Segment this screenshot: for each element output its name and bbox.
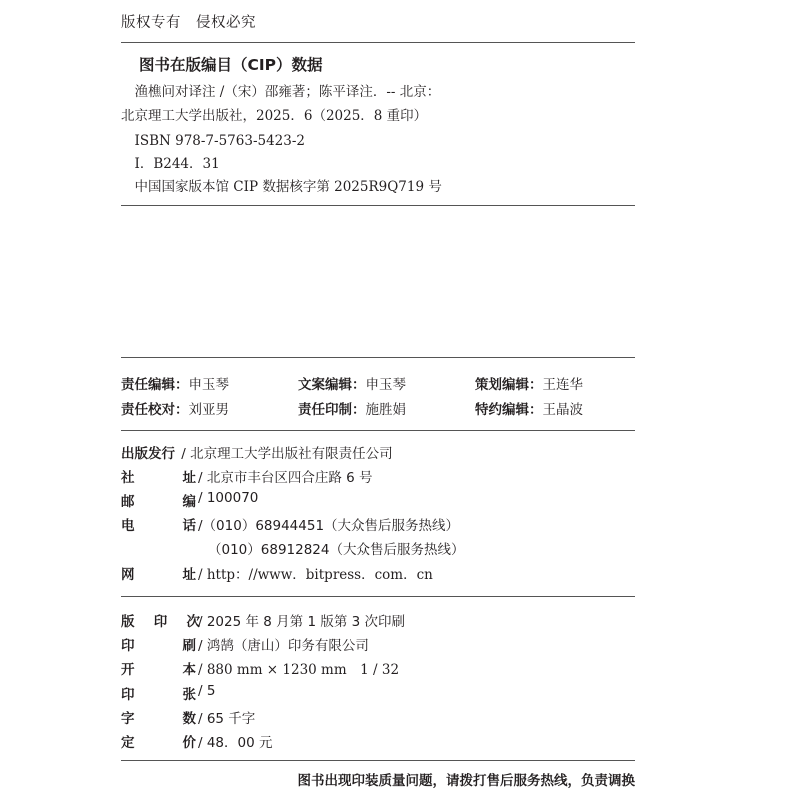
phone-label: 电 话 — [121, 518, 196, 534]
staff-label: 策划编辑： — [475, 377, 543, 393]
words-label: 字 数 — [121, 711, 196, 727]
staff-value: 刘亚男 — [188, 402, 229, 418]
staff-label: 文案编辑： — [298, 377, 366, 393]
quality-notice: 图书出现印装质量问题，请拨打售后服务热线，负责调换 — [297, 773, 635, 789]
edition-label: 版 印 次 — [121, 614, 200, 630]
phone-value: /（010）68944451（大众售后服务热线） — [198, 518, 460, 534]
website-label: 网 址 — [121, 567, 196, 583]
issuer-label: 出版发行 — [121, 446, 175, 462]
staff-entry — [298, 398, 406, 418]
sheets-value: / 5 — [198, 683, 216, 699]
staff-value: 王晶波 — [542, 402, 583, 418]
address-value: / 北京市丰台区四合庄路 6 号 — [198, 470, 373, 486]
price-label: 定 价 — [121, 735, 196, 751]
cip-line-3: ISBN 978-7-5763-5423-2 — [121, 133, 306, 149]
divider — [121, 205, 635, 206]
cip-title: 图书在版编目（CIP）数据 — [139, 56, 323, 74]
divider — [121, 430, 635, 431]
divider — [121, 357, 635, 358]
staff-entry — [475, 398, 583, 418]
printer-value: / 鸿鹄（唐山）印务有限公司 — [198, 638, 369, 654]
cip-line-5: 中国国家版本馆 CIP 数据核字第 2025R9Q719 号 — [121, 179, 442, 195]
divider — [121, 596, 635, 597]
divider — [121, 42, 635, 43]
cip-line-2: 北京理工大学出版社，2025．6（2025．8 重印） — [121, 108, 428, 124]
staff-entry — [121, 398, 229, 418]
sheets-label: 印 张 — [121, 687, 196, 703]
staff-value: 施胜娟 — [365, 402, 406, 418]
staff-value: 王连华 — [542, 377, 583, 393]
copyright-notice: 版权专有 侵权必究 — [121, 15, 256, 31]
postcode-label: 邮 编 — [121, 494, 196, 510]
staff-label: 责任校对： — [121, 402, 189, 418]
phone-value-2: （010）68912824（大众售后服务热线） — [208, 542, 465, 558]
staff-label: 责任印制： — [298, 402, 366, 418]
words-value: / 65 千字 — [198, 711, 256, 727]
staff-value: 申玉琴 — [188, 377, 229, 393]
publisher-issuer-row — [121, 442, 393, 464]
divider — [121, 760, 635, 761]
price-value: / 48．00 元 — [198, 735, 273, 751]
cip-line-4: Ⅰ．B244．31 — [121, 156, 220, 172]
staff-entry — [121, 373, 229, 393]
website-value: / http：//www．bitpress．com．cn — [198, 567, 433, 583]
postcode-value: / 100070 — [198, 490, 259, 506]
issuer-value: / 北京理工大学出版社有限责任公司 — [181, 446, 393, 462]
address-label: 社 址 — [121, 470, 196, 486]
staff-label: 责任编辑： — [121, 377, 189, 393]
cip-line-1: 渔樵问对译注 /（宋）邵雍著；陈平译注．-- 北京： — [121, 84, 441, 100]
staff-entry — [475, 373, 583, 393]
staff-entry — [298, 373, 406, 393]
printer-label: 印 刷 — [121, 638, 196, 654]
format-value: / 880 mm × 1230 mm 1 / 32 — [198, 662, 400, 678]
edition-value: / 2025 年 8 月第 1 版第 3 次印刷 — [198, 614, 406, 630]
staff-value: 申玉琴 — [365, 377, 406, 393]
staff-label: 特约编辑： — [475, 402, 543, 418]
format-label: 开 本 — [121, 662, 196, 678]
